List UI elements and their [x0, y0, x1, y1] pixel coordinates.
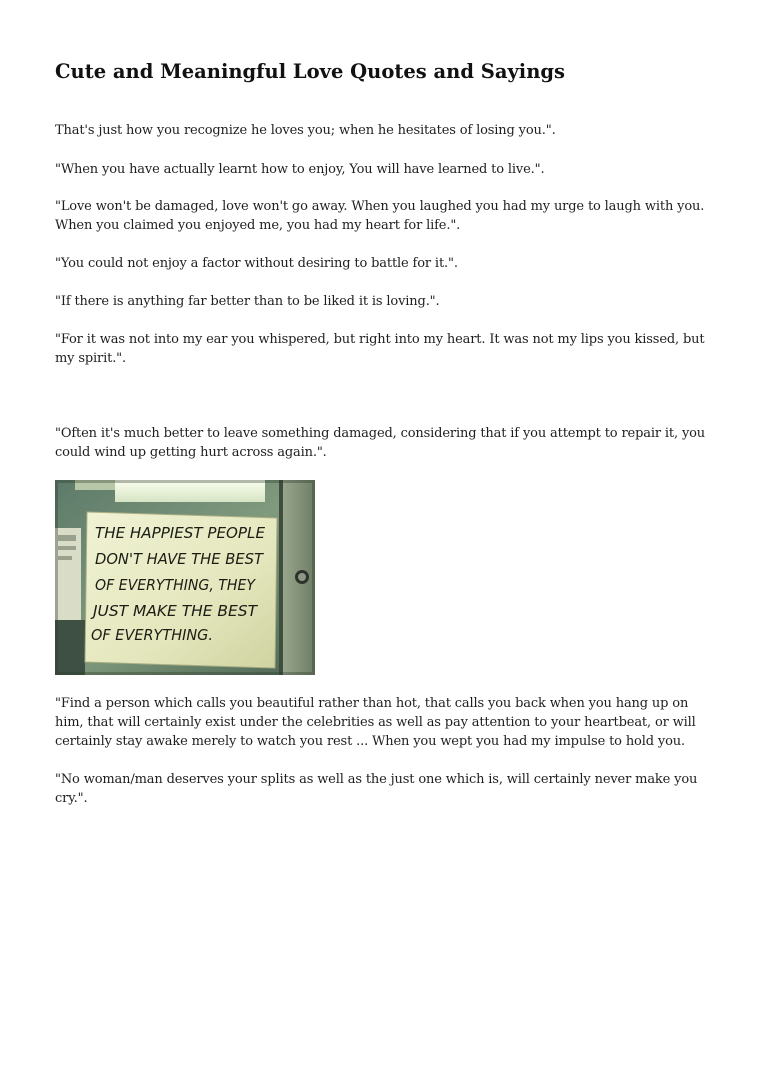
sign-line: OF EVERYTHING, THEY: [95, 576, 257, 594]
quote-paragraph: "Love won't be damaged, love won't go away. When you laughed you had my urge to laugh with you. When you claimed you enjoyed me, you had my heart for life.".: [55, 199, 705, 233]
quote-paragraph: "Find a person which calls you beautiful rather than hot, that calls you back when you hang up on him, that will certainly exist under the celebrities as well as pay attention to your heartbeat, or will certainly stay awake merely to watch you rest ... When you wept you had my impulse to hold you.: [55, 696, 696, 749]
sign-line: THE HAPPIEST PEOPLE: [95, 524, 266, 542]
quote-paragraph: "When you have actually learnt how to enjoy, You will have learned to live.".: [55, 162, 545, 177]
quote-paragraph: "Often it's much better to leave something damaged, considering that if you attempt to repair it, you could wind up getting hurt across again.".: [55, 426, 706, 460]
quote-paragraph: "No woman/man deserves your splits as well as the just one which is, will certainly never make you cry.".: [55, 772, 698, 806]
sign-line: OF EVERYTHING.: [91, 626, 213, 644]
happiest-people-sign-image: [55, 480, 315, 675]
quote-paragraph: "For it was not into my ear you whispered, but right into my heart. It was not my lips you kissed, but my spirit.".: [55, 332, 705, 366]
quote-paragraph: "If there is anything far better than to be liked it is loving.".: [55, 294, 440, 309]
sign-line: JUST MAKE THE BEST: [89, 602, 259, 620]
quote-paragraph: That's just how you recognize he loves you; when he hesitates of losing you.".: [55, 123, 556, 138]
sign-line: DON'T HAVE THE BEST: [95, 550, 265, 568]
document-title: Cute and Meaningful Love Quotes and Sayings: [55, 60, 565, 83]
quote-paragraph: "You could not enjoy a factor without desiring to battle for it.".: [55, 256, 458, 271]
